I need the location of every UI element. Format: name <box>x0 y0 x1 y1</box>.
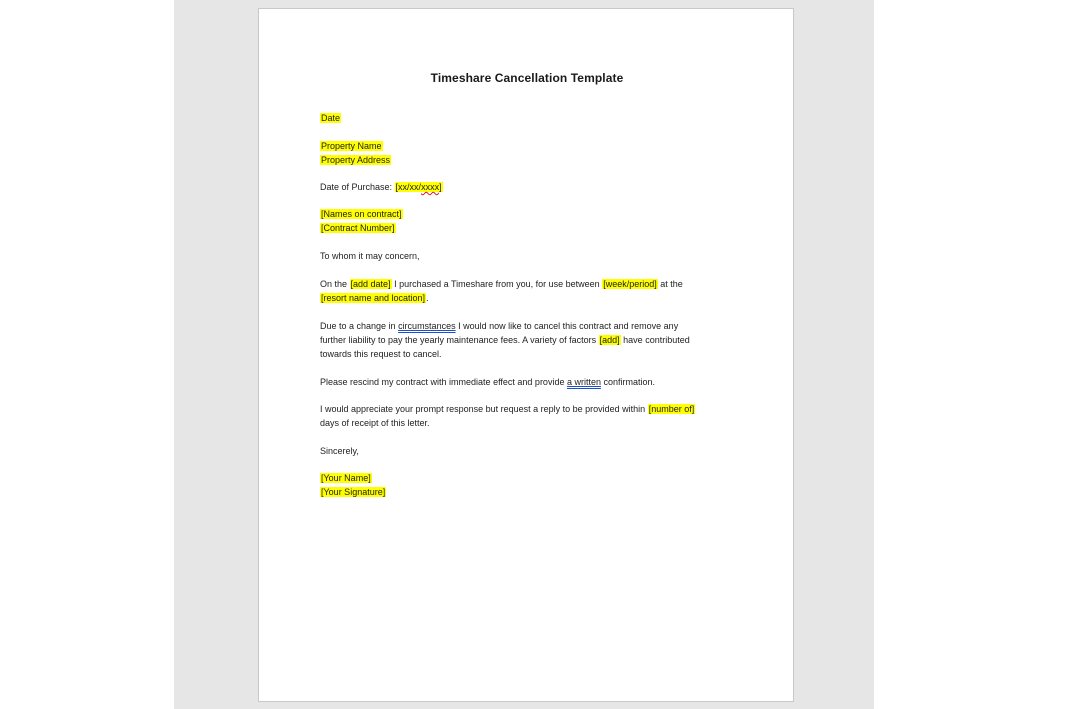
resort-placeholder: [resort name and location] <box>321 293 426 303</box>
salutation: To whom it may concern, <box>320 251 420 261</box>
grammar-mark-circumstances: circumstances <box>398 321 456 331</box>
spelling-error-mark: xxxx <box>421 182 440 192</box>
names-on-contract-placeholder: [Names on contract] <box>321 209 402 219</box>
your-name-line <box>320 471 372 485</box>
contract-number-line <box>320 221 396 235</box>
property-address-placeholder: Property Address <box>321 155 391 165</box>
contract-number-placeholder: [Contract Number] <box>321 223 395 233</box>
date-placeholder: Date <box>321 113 341 123</box>
purchase-date-suffix: ] <box>439 182 442 192</box>
document-title: Timeshare Cancellation Template <box>430 71 624 85</box>
property-name-line <box>320 139 383 153</box>
paragraph-2-line-2 <box>320 333 690 347</box>
grammar-mark-a-written: a written <box>566 377 601 387</box>
purchase-date-line <box>320 180 443 194</box>
paragraph-2-line-1 <box>320 319 678 333</box>
purchase-date-prefix: [xx/xx/ <box>395 182 422 192</box>
number-of-placeholder: [number of] <box>648 404 695 414</box>
add-factors-placeholder: [add] <box>599 335 620 345</box>
paragraph-text: further liability to pay the yearly maintenance fees. A variety of factors <box>320 335 599 345</box>
purchase-date-label: Date of Purchase: <box>320 182 395 192</box>
paragraph-3 <box>320 375 655 389</box>
property-name-placeholder: Property Name <box>321 141 382 151</box>
purchase-date-placeholder <box>395 182 443 192</box>
paragraph-2-line-3: towards this request to cancel. <box>320 349 442 359</box>
property-address-line <box>320 153 391 167</box>
paragraph-text: . <box>426 293 429 303</box>
document-page[interactable] <box>258 8 794 702</box>
paragraph-1-line-2 <box>320 291 429 305</box>
paragraph-text: I would now like to cancel this contract and remove any <box>455 321 679 331</box>
paragraph-text: at the <box>657 279 683 289</box>
your-signature-placeholder: [Your Signature] <box>321 487 386 497</box>
paragraph-text: Due to a change in <box>320 321 399 331</box>
paragraph-text: On the <box>320 279 350 289</box>
closing: Sincerely, <box>320 446 359 456</box>
date-line <box>320 111 341 125</box>
paragraph-text: have contributed <box>620 335 690 345</box>
paragraph-text: I purchased a Timeshare from you, for use between <box>391 279 603 289</box>
your-signature-line <box>320 485 386 499</box>
paragraph-4-line-2: days of receipt of this letter. <box>320 418 430 428</box>
paragraph-4-line-1 <box>320 402 695 416</box>
your-name-placeholder: [Your Name] <box>321 473 371 483</box>
add-date-placeholder: [add date] <box>350 279 391 289</box>
paragraph-1-line-1 <box>320 277 683 291</box>
paragraph-text: confirmation. <box>600 377 655 387</box>
week-period-placeholder: [week/period] <box>603 279 657 289</box>
paragraph-text: I would appreciate your prompt response but request a reply to be provided within <box>320 404 648 414</box>
paragraph-text: Please rescind my contract with immediate effect and provide <box>320 377 567 387</box>
names-line <box>320 207 403 221</box>
